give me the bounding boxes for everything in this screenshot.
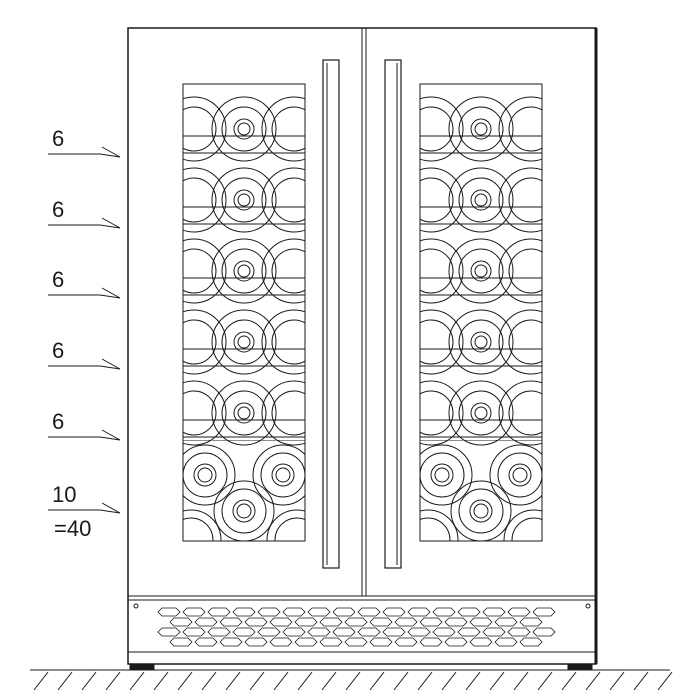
vent-slot: [358, 628, 380, 636]
vent-slot: [508, 608, 530, 616]
foot-left: [130, 664, 154, 670]
vent-slot: [395, 638, 417, 646]
vent-slot: [508, 628, 530, 636]
bottle-base: [412, 445, 472, 505]
hatch-line: [634, 672, 648, 690]
floor-hatch: [34, 672, 672, 690]
vent-slot: [458, 608, 480, 616]
hatch-line: [610, 672, 624, 690]
vent-slot: [220, 638, 242, 646]
shelf-label-6: 10: [52, 482, 77, 507]
vent-slot: [208, 628, 230, 636]
vent-slot: [258, 628, 280, 636]
hatch-line: [298, 672, 312, 690]
hatch-line: [250, 672, 264, 690]
hatch-line: [346, 672, 360, 690]
vent-slot: [183, 608, 205, 616]
vent-slot: [420, 638, 442, 646]
vent-slot: [533, 608, 555, 616]
vent-slot: [333, 608, 355, 616]
total-label: =40: [54, 516, 92, 541]
vent-slot: [183, 628, 205, 636]
shelf-label-4: 6: [52, 338, 65, 363]
vent-slot: [420, 618, 442, 626]
bottle-neck: [470, 500, 492, 522]
vent-slot: [320, 618, 342, 626]
bottle-base: [451, 481, 511, 541]
vent-slot: [283, 628, 305, 636]
vent-slot: [270, 618, 292, 626]
hatch-line: [202, 672, 216, 690]
vent-slot: [395, 618, 417, 626]
vent-slot: [520, 618, 542, 626]
vent-slot: [370, 638, 392, 646]
shelf-label-1: 6: [52, 126, 65, 151]
vent-slot: [433, 608, 455, 616]
vent-slot: [295, 638, 317, 646]
vent-slot: [370, 618, 392, 626]
hatch-line: [82, 672, 96, 690]
vent-slot: [220, 618, 242, 626]
left-handle: [323, 60, 339, 568]
vent-slot: [445, 638, 467, 646]
vent-slot: [245, 638, 267, 646]
vent-slot: [158, 628, 180, 636]
bottle-base: [214, 481, 274, 541]
right-handle: [385, 60, 401, 568]
vent-slot: [283, 608, 305, 616]
hatch-line: [418, 672, 432, 690]
vent-slot: [495, 618, 517, 626]
vent-slot: [408, 628, 430, 636]
hatch-line: [442, 672, 456, 690]
hatch-line: [34, 672, 48, 690]
vent-slot: [158, 608, 180, 616]
bottle-base: [490, 445, 550, 505]
hatch-line: [538, 672, 552, 690]
vent-slot: [358, 608, 380, 616]
hatch-line: [490, 672, 504, 690]
vent-slot: [245, 618, 267, 626]
right-bottom-bottles: [398, 440, 564, 570]
vent-slot: [345, 618, 367, 626]
screw-left: [134, 604, 138, 608]
vent-slot: [170, 618, 192, 626]
hatch-line: [394, 672, 408, 690]
vent-slot: [445, 618, 467, 626]
vent-slot: [483, 608, 505, 616]
hatch-line: [226, 672, 240, 690]
bottle-neck: [431, 464, 453, 486]
vent-slot: [458, 628, 480, 636]
bottle-base: [267, 510, 327, 570]
vent-slot: [233, 628, 255, 636]
bottle-base: [504, 510, 564, 570]
vent-grille: [158, 608, 555, 646]
bottle-base: [398, 510, 458, 570]
shelf-label-3: 6: [52, 267, 65, 292]
hatch-line: [178, 672, 192, 690]
shelf-label-2: 6: [52, 197, 65, 222]
bottle-base: [175, 445, 235, 505]
vent-slot: [345, 638, 367, 646]
hatch-line: [130, 672, 144, 690]
hatch-line: [154, 672, 168, 690]
hatch-line: [658, 672, 672, 690]
vent-slot: [195, 638, 217, 646]
hatch-line: [466, 672, 480, 690]
vent-slot: [208, 608, 230, 616]
left-bottom-bottles: [161, 440, 327, 570]
hatch-line: [322, 672, 336, 690]
left-shelves: [162, 97, 326, 445]
vent-slot: [308, 628, 330, 636]
screw-right: [586, 604, 590, 608]
vent-slot: [333, 628, 355, 636]
hatch-line: [106, 672, 120, 690]
hatch-line: [562, 672, 576, 690]
bottle-neck: [509, 464, 531, 486]
vent-slot: [483, 628, 505, 636]
shelf-label-5: 6: [52, 409, 65, 434]
vent-slot: [383, 628, 405, 636]
hatch-line: [586, 672, 600, 690]
foot-right: [568, 664, 592, 670]
vent-slot: [533, 628, 555, 636]
vent-slot: [408, 608, 430, 616]
vent-slot: [470, 638, 492, 646]
vent-slot: [320, 638, 342, 646]
vent-slot: [195, 618, 217, 626]
vent-slot: [433, 628, 455, 636]
hatch-line: [274, 672, 288, 690]
vent-slot: [520, 638, 542, 646]
vent-slot: [170, 638, 192, 646]
vent-slot: [495, 638, 517, 646]
bottle-neck: [194, 464, 216, 486]
bottle-base: [253, 445, 313, 505]
hatch-line: [370, 672, 384, 690]
vent-slot: [270, 638, 292, 646]
vent-slot: [233, 608, 255, 616]
hatch-line: [58, 672, 72, 690]
vent-slot: [258, 608, 280, 616]
bottle-neck: [233, 500, 255, 522]
vent-slot: [308, 608, 330, 616]
bottle-base: [161, 510, 221, 570]
bottle-neck: [272, 464, 294, 486]
vent-slot: [470, 618, 492, 626]
hatch-line: [514, 672, 528, 690]
vent-slot: [383, 608, 405, 616]
right-shelves: [399, 97, 563, 445]
vent-slot: [295, 618, 317, 626]
